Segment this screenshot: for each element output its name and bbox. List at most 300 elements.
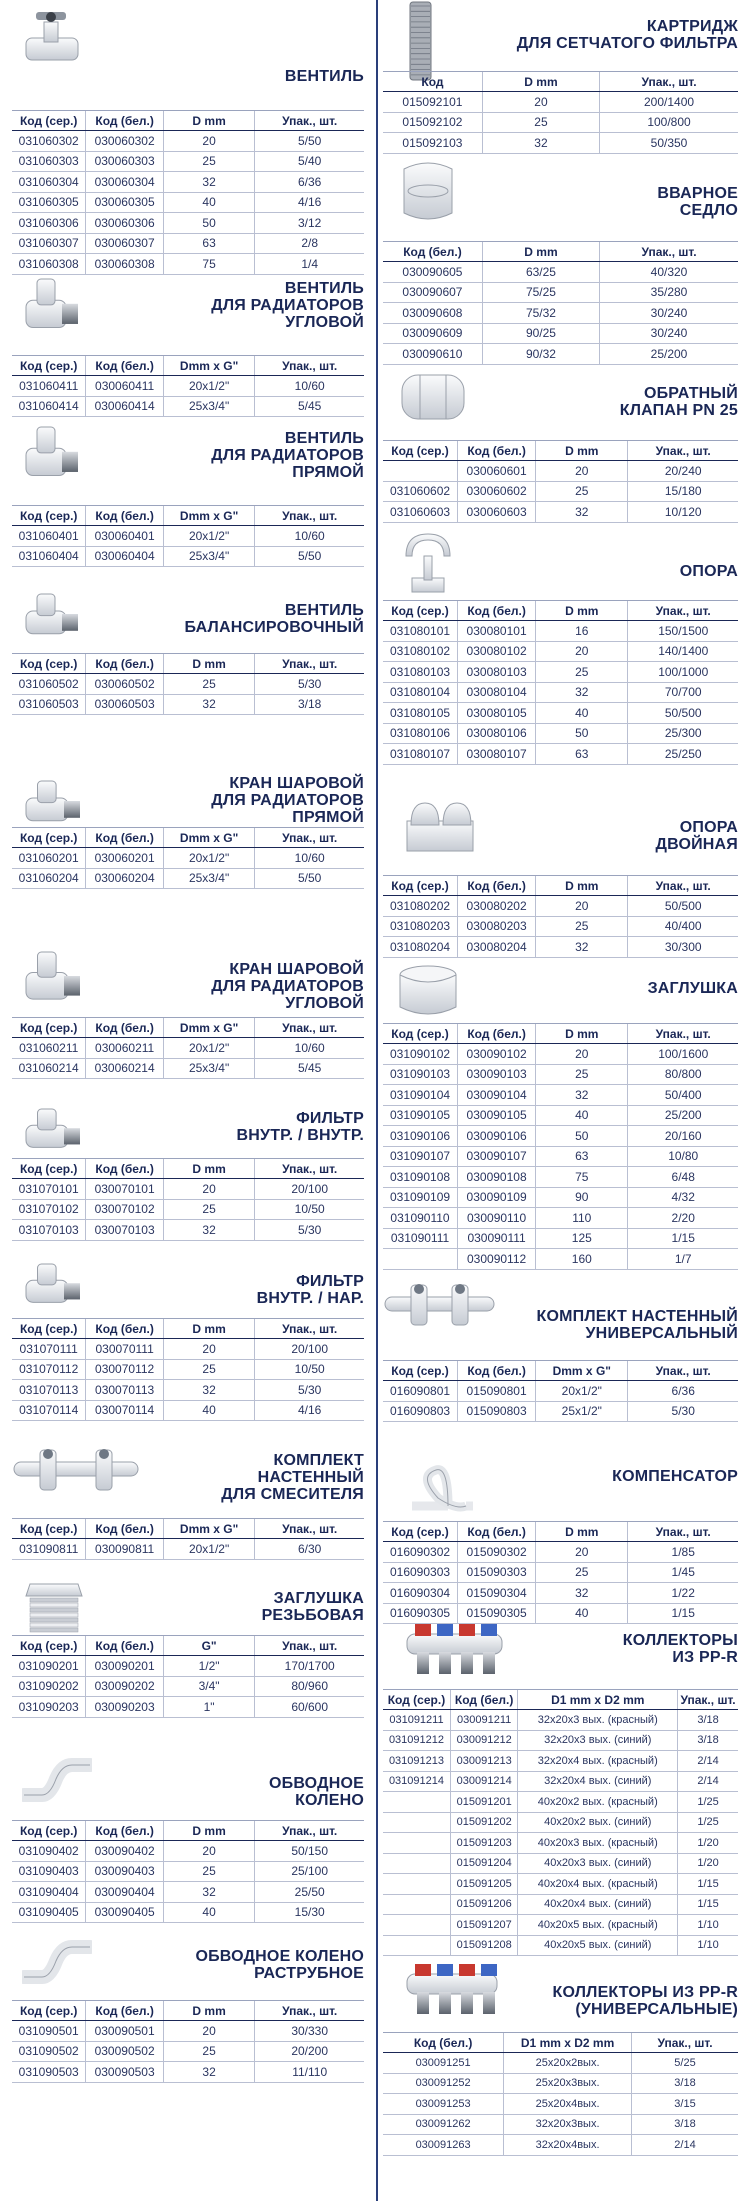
table-row (12, 2021, 364, 2042)
table-cell: 125 (536, 1228, 628, 1249)
table-cell: 1/4 (255, 254, 364, 275)
column-header: D mm (163, 654, 255, 674)
product-table (12, 827, 364, 889)
table-row (383, 461, 738, 482)
table-cell: 5/30 (628, 1401, 738, 1422)
table-cell: 6/30 (255, 1539, 364, 1560)
table-cell: 150/1500 (628, 621, 738, 642)
table-cell: 1/7 (628, 1249, 738, 1270)
table-row (12, 254, 364, 275)
table-row (383, 641, 738, 662)
table-cell: 030091262 (383, 2114, 504, 2135)
table-cell: 030080107 (458, 744, 536, 765)
column-header: Код (бел.) (86, 111, 163, 131)
table-cell: 1/15 (628, 1228, 738, 1249)
column-header: Упак., шт. (255, 1519, 364, 1539)
column-header: Упак., шт. (255, 1636, 364, 1656)
table-cell: 031060502 (12, 674, 86, 695)
column-header: Код (сер.) (12, 1519, 86, 1539)
table-cell: 3/18 (678, 1710, 738, 1731)
table-cell: 40x20x5 вых. (красный) (518, 1915, 678, 1936)
table-header-row (383, 876, 738, 896)
table-cell: 031091213 (383, 1751, 450, 1772)
section-title: ФИЛЬТР ВНУТР. / ВНУТР. (236, 1110, 364, 1144)
table-row (383, 744, 738, 765)
table-cell: 030090107 (458, 1146, 536, 1167)
product-table (12, 355, 364, 417)
table-cell: 25/200 (628, 1105, 738, 1126)
weld-saddle-icon (398, 155, 458, 235)
table-cell: 015092103 (383, 133, 482, 154)
table-row (12, 1539, 364, 1560)
section-title: КОЛЛЕКТОРЫ ИЗ PP-R (УНИВЕРСАЛЬНЫЕ) (552, 1984, 738, 2018)
table-row (383, 1064, 738, 1085)
column-header: Dmm x G" (163, 1519, 255, 1539)
table-cell: 030091213 (450, 1751, 517, 1772)
column-header: Упак., шт. (678, 1690, 738, 1710)
table-cell: 32 (163, 1220, 255, 1241)
product-table (383, 241, 738, 365)
table-cell: 031090201 (12, 1656, 86, 1677)
table-cell: 32 (536, 502, 628, 523)
table-cell: 031090106 (383, 1126, 458, 1147)
table-cell: 031060307 (12, 233, 86, 254)
table-cell: 030091211 (450, 1710, 517, 1731)
product-table (12, 110, 364, 275)
table-cell: 20 (163, 1179, 255, 1200)
column-header: Код (бел.) (450, 1690, 517, 1710)
table-cell: 031090402 (12, 1841, 86, 1862)
table-cell: 031090111 (383, 1228, 458, 1249)
column-header: Упак., шт. (255, 828, 364, 848)
table-cell: 11/110 (255, 2062, 364, 2083)
table-cell: 40x20x2 вых. (красный) (518, 1792, 678, 1813)
column-header: Код (383, 72, 482, 92)
table-cell: 031080202 (383, 896, 458, 917)
table-cell: 30/240 (600, 303, 738, 324)
table-cell: 6/36 (628, 1381, 738, 1402)
table-cell: 030060603 (458, 502, 536, 523)
table-row (383, 1730, 738, 1751)
column-header: D mm (163, 1821, 255, 1841)
table-cell: 2/20 (628, 1208, 738, 1229)
product-table (383, 1689, 738, 1956)
table-cell: 031080204 (383, 937, 458, 958)
table-cell: 030090609 (383, 323, 482, 344)
table-header-row (383, 72, 738, 92)
table-cell: 031070114 (12, 1400, 86, 1421)
bypass-bend-icon (22, 1753, 92, 1818)
table-cell: 20x1/2" (536, 1381, 628, 1402)
section-title: КРАН ШАРОВОЙ ДЛЯ РАДИАТОРОВ УГЛОВОЙ (211, 961, 364, 1012)
table-cell: 1/10 (678, 1935, 738, 1956)
column-header: D1 mm x D2 mm (518, 1690, 678, 1710)
column-header: Dmm x G" (163, 1018, 255, 1038)
table-cell: 4/16 (255, 1400, 364, 1421)
table-cell: 031090405 (12, 1902, 86, 1923)
table-row (383, 1187, 738, 1208)
table-cell: 031060411 (12, 376, 86, 397)
table-cell: 016090803 (383, 1401, 458, 1422)
table-cell: 20x1/2" (163, 1038, 255, 1059)
column-header: D mm (536, 1522, 628, 1542)
table-cell: 016090302 (383, 1542, 458, 1563)
table-cell: 015092102 (383, 112, 482, 133)
table-cell: 40 (163, 1400, 255, 1421)
table-header-row (12, 1319, 364, 1339)
table-cell: 3/15 (631, 2094, 738, 2115)
table-row (383, 1085, 738, 1106)
table-row (12, 1220, 364, 1241)
table-cell: 20 (536, 461, 628, 482)
table-cell: 031090503 (12, 2062, 86, 2083)
section-title: ЗАГЛУШКА РЕЗЬБОВАЯ (261, 1590, 364, 1624)
table-cell: 031090104 (383, 1085, 458, 1106)
table-cell: 030070112 (86, 1359, 163, 1380)
column-header: Код (сер.) (383, 441, 458, 461)
table-cell: 25/300 (628, 723, 738, 744)
table-cell (383, 1249, 458, 1270)
table-cell: 10/60 (255, 526, 364, 547)
product-table (12, 2000, 364, 2083)
column-header: Код (бел.) (86, 506, 163, 526)
table-cell: 1/25 (678, 1812, 738, 1833)
table-cell: 25x20x2вых. (504, 2053, 632, 2074)
table-cell: 031060602 (383, 481, 458, 502)
table-cell: 25 (536, 662, 628, 683)
table-cell: 030080104 (458, 682, 536, 703)
table-cell: 75/32 (482, 303, 599, 324)
table-row (383, 2094, 738, 2115)
table-cell: 32 (536, 937, 628, 958)
table-row (383, 1228, 738, 1249)
table-cell: 80/960 (255, 1676, 364, 1697)
table-cell: 80/800 (628, 1064, 738, 1085)
table-cell: 031090107 (383, 1146, 458, 1167)
column-header: Упак., шт. (255, 506, 364, 526)
table-cell: 031090110 (383, 1208, 458, 1229)
table-cell: 030090202 (86, 1676, 163, 1697)
table-row (383, 1812, 738, 1833)
column-header: Упак., шт. (628, 1361, 738, 1381)
table-row (383, 1853, 738, 1874)
product-table (383, 2032, 738, 2156)
table-cell: 20 (163, 1841, 255, 1862)
column-header: Упак., шт. (631, 2033, 738, 2053)
table-cell: 75 (536, 1167, 628, 1188)
table-cell: 2/8 (255, 233, 364, 254)
table-cell: 1/25 (678, 1792, 738, 1813)
table-row (383, 1710, 738, 1731)
table-cell: 70/700 (628, 682, 738, 703)
table-row (383, 112, 738, 133)
table-header-row (383, 441, 738, 461)
column-header: Упак., шт. (255, 356, 364, 376)
table-cell: 20 (482, 92, 599, 113)
table-cell (383, 461, 458, 482)
table-row (383, 1894, 738, 1915)
table-cell: 140/1400 (628, 641, 738, 662)
table-cell: 40/400 (628, 916, 738, 937)
table-cell: 030080103 (458, 662, 536, 683)
table-row (12, 1339, 364, 1360)
table-cell: 030060214 (86, 1058, 163, 1079)
section-title: КОМПЛЕКТ НАСТЕННЫЙ УНИВЕРСАЛЬНЫЙ (536, 1308, 738, 1342)
table-cell: 40 (163, 192, 255, 213)
table-cell: 170/1700 (255, 1656, 364, 1677)
table-cell: 50 (536, 723, 628, 744)
table-cell: 030070114 (86, 1400, 163, 1421)
table-row (383, 1935, 738, 1956)
table-cell: 32 (536, 1583, 628, 1604)
section-title: КОЛЛЕКТОРЫ ИЗ PP-R (622, 1632, 738, 1666)
column-header: D1 mm x D2 mm (504, 2033, 632, 2053)
table-cell: 030090610 (383, 344, 482, 365)
table-cell: 030080203 (458, 916, 536, 937)
product-table (383, 71, 738, 154)
column-header: Упак., шт. (628, 601, 738, 621)
table-cell: 10/50 (255, 1359, 364, 1380)
table-header-row (383, 1361, 738, 1381)
table-cell: 030060404 (86, 546, 163, 567)
table-cell: 015092101 (383, 92, 482, 113)
table-row (12, 674, 364, 695)
table-row (12, 546, 364, 567)
table-cell: 25x3/4" (163, 546, 255, 567)
table-cell: 20x1/2" (163, 848, 255, 869)
column-header: Код (сер.) (383, 1522, 458, 1542)
table-cell: 63 (163, 233, 255, 254)
table-cell: 32 (163, 1380, 255, 1401)
table-cell: 25/100 (255, 1861, 364, 1882)
column-header: Dmm x G" (163, 828, 255, 848)
table-cell: 40 (163, 1902, 255, 1923)
table-cell: 031060214 (12, 1058, 86, 1079)
table-cell: 015091201 (450, 1792, 517, 1813)
table-cell: 1/15 (678, 1874, 738, 1895)
column-header: Код (сер.) (383, 876, 458, 896)
product-table (12, 653, 364, 715)
table-cell: 5/30 (255, 1220, 364, 1241)
product-table (12, 1635, 364, 1718)
table-row (12, 1841, 364, 1862)
table-cell: 031060306 (12, 213, 86, 234)
table-cell: 10/80 (628, 1146, 738, 1167)
table-cell: 031070113 (12, 1380, 86, 1401)
table-row (12, 868, 364, 889)
table-row (383, 1771, 738, 1792)
table-cell: 1" (163, 1697, 255, 1718)
table-cell: 10/60 (255, 1038, 364, 1059)
table-row (12, 1882, 364, 1903)
table-cell: 32x20x3 вых. (синий) (518, 1730, 678, 1751)
table-cell: 031090102 (383, 1044, 458, 1065)
section-title: ОПОРА ДВОЙНАЯ (655, 819, 738, 853)
angle-ball-valve-icon (22, 948, 84, 1023)
table-cell: 030070103 (86, 1220, 163, 1241)
table-row (383, 1401, 738, 1422)
column-header: Код (сер.) (383, 1361, 458, 1381)
section-title: ВЕНТИЛЬ БАЛАНСИРОВОЧНЫЙ (184, 602, 364, 636)
table-cell: 2/14 (678, 1751, 738, 1772)
column-header: Упак., шт. (255, 1159, 364, 1179)
table-cell: 031090502 (12, 2041, 86, 2062)
table-cell: 60/600 (255, 1697, 364, 1718)
table-cell: 015090803 (458, 1401, 536, 1422)
table-cell: 25 (536, 481, 628, 502)
table-cell: 4/32 (628, 1187, 738, 1208)
table-row (383, 1583, 738, 1604)
table-cell: 030090402 (86, 1841, 163, 1862)
table-cell: 3/18 (631, 2114, 738, 2135)
table-cell: 25/250 (628, 744, 738, 765)
table-row (383, 344, 738, 365)
column-header: Упак., шт. (628, 876, 738, 896)
table-header-row (383, 1024, 738, 1044)
table-cell: 030070101 (86, 1179, 163, 1200)
column-header: Код (сер.) (383, 1690, 450, 1710)
table-cell: 031060414 (12, 396, 86, 417)
table-cell: 32 (163, 694, 255, 715)
table-cell: 1/20 (678, 1833, 738, 1854)
table-cell: 32x20x4вых. (504, 2135, 632, 2156)
table-cell: 030060303 (86, 151, 163, 172)
column-header: Упак., шт. (255, 111, 364, 131)
column-header: D mm (536, 601, 628, 621)
table-cell: 40 (536, 1603, 628, 1624)
table-cell: 20 (536, 641, 628, 662)
table-cell: 031080106 (383, 723, 458, 744)
table-row (383, 662, 738, 683)
table-row (12, 694, 364, 715)
table-cell: 40 (536, 1105, 628, 1126)
table-row (12, 131, 364, 152)
table-row (12, 2041, 364, 2062)
product-table (383, 1521, 738, 1624)
table-header-row (12, 2001, 364, 2021)
table-cell: 6/36 (255, 172, 364, 193)
table-row (383, 1208, 738, 1229)
table-cell: 031060304 (12, 172, 86, 193)
column-header: D mm (163, 111, 255, 131)
table-cell: 030060304 (86, 172, 163, 193)
table-row (383, 303, 738, 324)
table-cell: 031090404 (12, 1882, 86, 1903)
column-header: Код (сер.) (12, 828, 86, 848)
table-row (383, 1792, 738, 1813)
column-header: Код (сер.) (12, 356, 86, 376)
table-cell: 015091207 (450, 1915, 517, 1936)
socket-bypass-bend-icon (22, 1935, 92, 2000)
column-header: Код (бел.) (86, 1018, 163, 1038)
column-header: Dmm x G" (536, 1361, 628, 1381)
table-cell: 016090303 (383, 1562, 458, 1583)
table-cell: 1/22 (628, 1583, 738, 1604)
table-cell: 5/45 (255, 396, 364, 417)
table-cell: 016090305 (383, 1603, 458, 1624)
table-header-row (12, 654, 364, 674)
table-cell: 031060401 (12, 526, 86, 547)
table-cell: 030080202 (458, 896, 536, 917)
table-cell: 030060411 (86, 376, 163, 397)
table-header-row (383, 2033, 738, 2053)
product-table (12, 1820, 364, 1923)
table-cell: 031080104 (383, 682, 458, 703)
table-cell: 031090203 (12, 1697, 86, 1718)
table-cell: 32 (536, 682, 628, 703)
table-cell: 015090801 (458, 1381, 536, 1402)
table-cell: 25/50 (255, 1882, 364, 1903)
angle-radiator-valve-icon (22, 275, 82, 352)
column-header: Упак., шт. (255, 1821, 364, 1841)
table-cell: 030060414 (86, 396, 163, 417)
table-cell: 030090405 (86, 1902, 163, 1923)
table-row (383, 1874, 738, 1895)
table-row (383, 1833, 738, 1854)
table-row (383, 896, 738, 917)
table-cell: 25x1/2" (536, 1401, 628, 1422)
table-cell: 32 (482, 133, 599, 154)
table-cell: 32x20x3вых. (504, 2114, 632, 2135)
product-table (12, 1017, 364, 1079)
table-row (383, 1542, 738, 1563)
table-cell: 030060305 (86, 192, 163, 213)
table-cell: 40x20x4 вых. (синий) (518, 1894, 678, 1915)
table-cell: 030080106 (458, 723, 536, 744)
table-cell: 030060308 (86, 254, 163, 275)
straight-radiator-valve-icon (22, 423, 82, 500)
table-cell: 030091251 (383, 2053, 504, 2074)
table-cell: 031080107 (383, 744, 458, 765)
table-cell: 50 (163, 213, 255, 234)
table-cell: 031060204 (12, 868, 86, 889)
table-cell: 030091212 (450, 1730, 517, 1751)
section-title: ОПОРА (679, 563, 738, 580)
table-row (383, 916, 738, 937)
table-row (383, 502, 738, 523)
table-cell: 32x20x4 вых. (красный) (518, 1751, 678, 1772)
table-cell: 25 (482, 112, 599, 133)
table-cell: 031060305 (12, 192, 86, 213)
table-cell: 5/30 (255, 674, 364, 695)
column-divider (376, 0, 378, 2201)
table-row (383, 1105, 738, 1126)
column-header: D mm (482, 72, 599, 92)
column-header: Код (сер.) (12, 1821, 86, 1841)
table-cell: 75/25 (482, 282, 599, 303)
table-cell: 20x1/2" (163, 1539, 255, 1560)
table-cell: 160 (536, 1249, 628, 1270)
table-row (12, 1199, 364, 1220)
table-cell: 030080102 (458, 641, 536, 662)
table-cell: 030090501 (86, 2021, 163, 2042)
table-cell: 3/18 (255, 694, 364, 715)
table-cell: 20 (163, 2021, 255, 2042)
section-title: ОБВОДНОЕ КОЛЕНО РАСТРУБНОЕ (195, 1948, 364, 1982)
table-header-row (12, 1636, 364, 1656)
table-row (12, 1861, 364, 1882)
table-row (12, 1058, 364, 1079)
table-row (383, 1249, 738, 1270)
column-header: Код (бел.) (458, 876, 536, 896)
table-header-row (12, 356, 364, 376)
table-cell: 030090608 (383, 303, 482, 324)
table-cell: 40x20x4 вых. (красный) (518, 1874, 678, 1895)
table-cell: 50/400 (628, 1085, 738, 1106)
table-cell: 030060211 (86, 1038, 163, 1059)
table-row (12, 1380, 364, 1401)
table-cell: 015090302 (458, 1542, 536, 1563)
